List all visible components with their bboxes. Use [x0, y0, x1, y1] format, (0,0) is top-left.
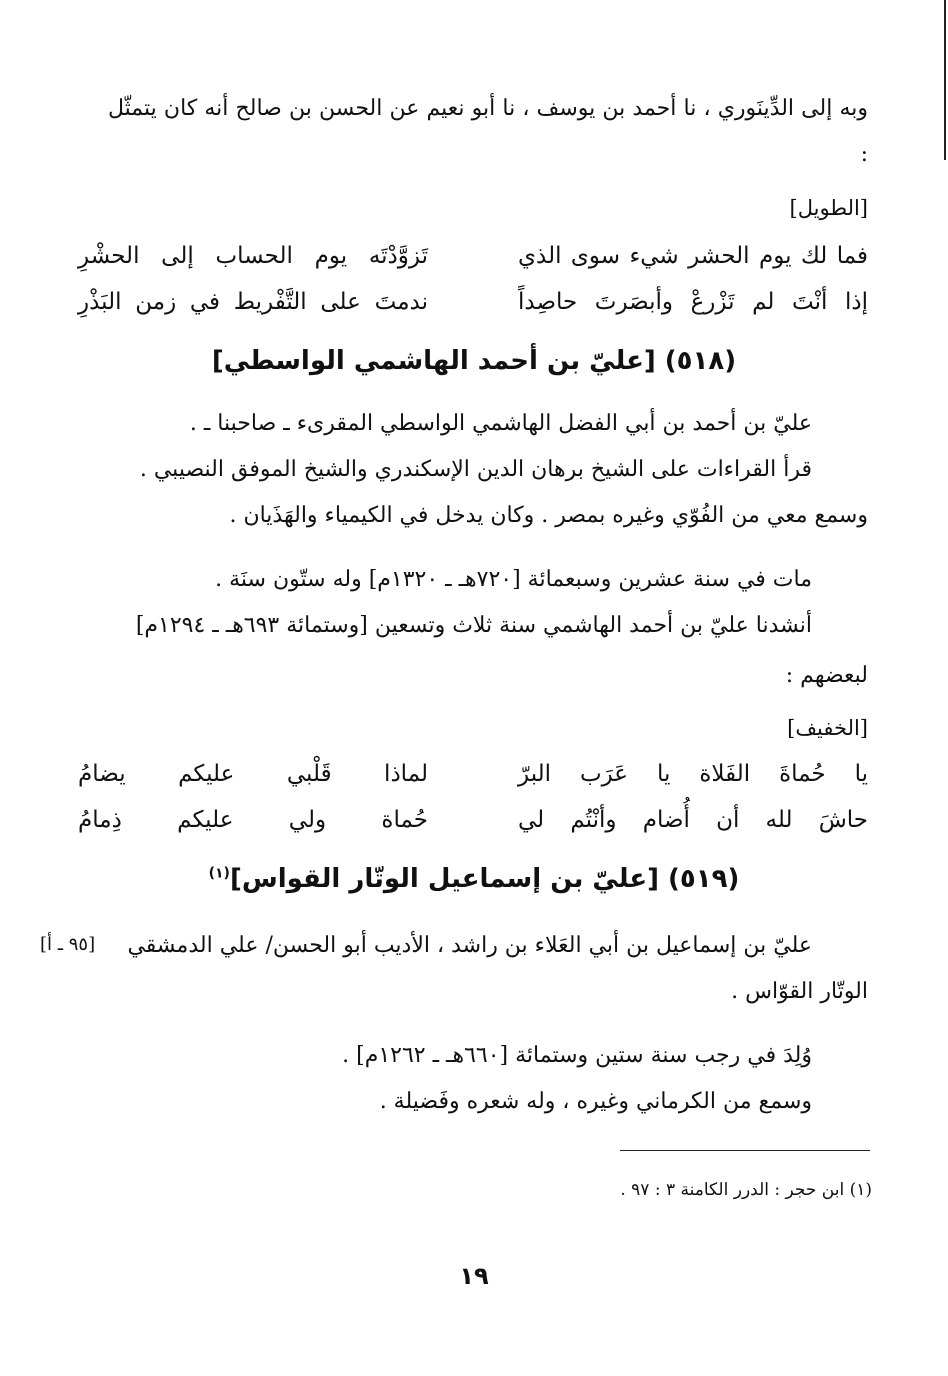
verse-3-first-hemistich: يا حُماةَ الفَلاة يا عَرَب البرّ — [518, 761, 868, 787]
entry-518-line-3: وسمع معي من الفُوّي وغيره بمصر . وكان يدخل في الكيمياء والهَذَيان . — [229, 503, 868, 528]
verse-3 — [78, 752, 868, 796]
verse-4 — [78, 798, 868, 842]
verse-4-first-hemistich: حاشَ لله أن أُضام وأنْتُم لي — [518, 807, 868, 833]
verse-1 — [78, 234, 868, 278]
verse-1-first-hemistich: فما لك يوم الحشر شيء سوى الذي — [518, 243, 868, 269]
footnote-ref-1: (١) — [208, 865, 230, 882]
entry-519-heading — [0, 864, 948, 894]
page-edge-mark — [944, 0, 946, 160]
verse-2-second-hemistich: ندمتَ على التَّفْريط في زمن البَذْرِ — [78, 289, 428, 315]
entry-519-line-2: الوتّار القوّاس . — [731, 979, 868, 1004]
footnote-1: (١) ابن حجر : الدرر الكامنة ٣ : ٩٧ . — [620, 1180, 872, 1200]
verse-2 — [78, 280, 868, 324]
entry-518-heading: (٥١٨) [عليّ بن أحمد الهاشمي الواسطي] — [211, 346, 737, 376]
entry-518-line-5: أنشدنا عليّ بن أحمد الهاشمي سنة ثلاث وتسعين [وستمائة ٦٩٣هـ ـ ١٢٩٤م] — [135, 613, 812, 638]
entry-519-line-4: وسمع من الكرماني وغيره ، وله شعره وفَضيلة . — [379, 1089, 812, 1114]
meter-label-tawil: [الطويل] — [789, 196, 868, 220]
entry-518-line-2: قرأ القراءات على الشيخ برهان الدين الإسكندري والشيخ الموفق النصيبي . — [139, 457, 812, 482]
page-number: ١٩ — [459, 1262, 489, 1290]
verse-1-second-hemistich: تَزوَّدْتَه يوم الحساب إلى الحشْرِ — [78, 243, 428, 269]
entry-519-heading-text: (٥١٩) [عليّ بن إسماعيل الوتّار القواس] — [229, 864, 740, 894]
verse-2-first-hemistich: إذا أنْتَ لم تَزْرعْ وأبصَرتَ حاصِداً — [518, 289, 868, 315]
entry-518-line-6: لبعضهم : — [785, 663, 868, 688]
meter-label-khafif: [الخفيف] — [787, 716, 868, 740]
entry-519-birth-line: وُلِدَ في رجب سنة ستين وستمائة [٦٦٠هـ ـ ١٢٦٢م] . — [342, 1043, 812, 1068]
manuscript-folio-marker: [٩٥ ـ أ] — [40, 934, 96, 955]
verse-3-second-hemistich: لماذا قَلْبي عليكم يضامُ — [78, 761, 428, 787]
entry-518-death-line: مات في سنة عشرين وسبعمائة [٧٢٠هـ ـ ١٣٢٠م] وله ستّون سنَة . — [215, 567, 812, 592]
footnote-divider — [620, 1150, 870, 1151]
verse-4-second-hemistich: حُماة ولي عليكم ذِمامُ — [78, 807, 428, 833]
entry-518-line-1: عليّ بن أحمد بن أبي الفضل الهاشمي الواسطي المقرىء ـ صاحبنا ـ . — [189, 411, 812, 436]
entry-519-line-1: عليّ بن إسماعيل بن أبي العَلاء بن راشد ، الأديب أبو الحسن/ علي الدمشقي — [127, 933, 812, 958]
opening-paragraph: وبه إلى الدِّينَوري ، نا أحمد بن يوسف ، نا أبو نعيم عن الحسن بن صالح أنه كان يتمثّل : — [108, 96, 868, 167]
